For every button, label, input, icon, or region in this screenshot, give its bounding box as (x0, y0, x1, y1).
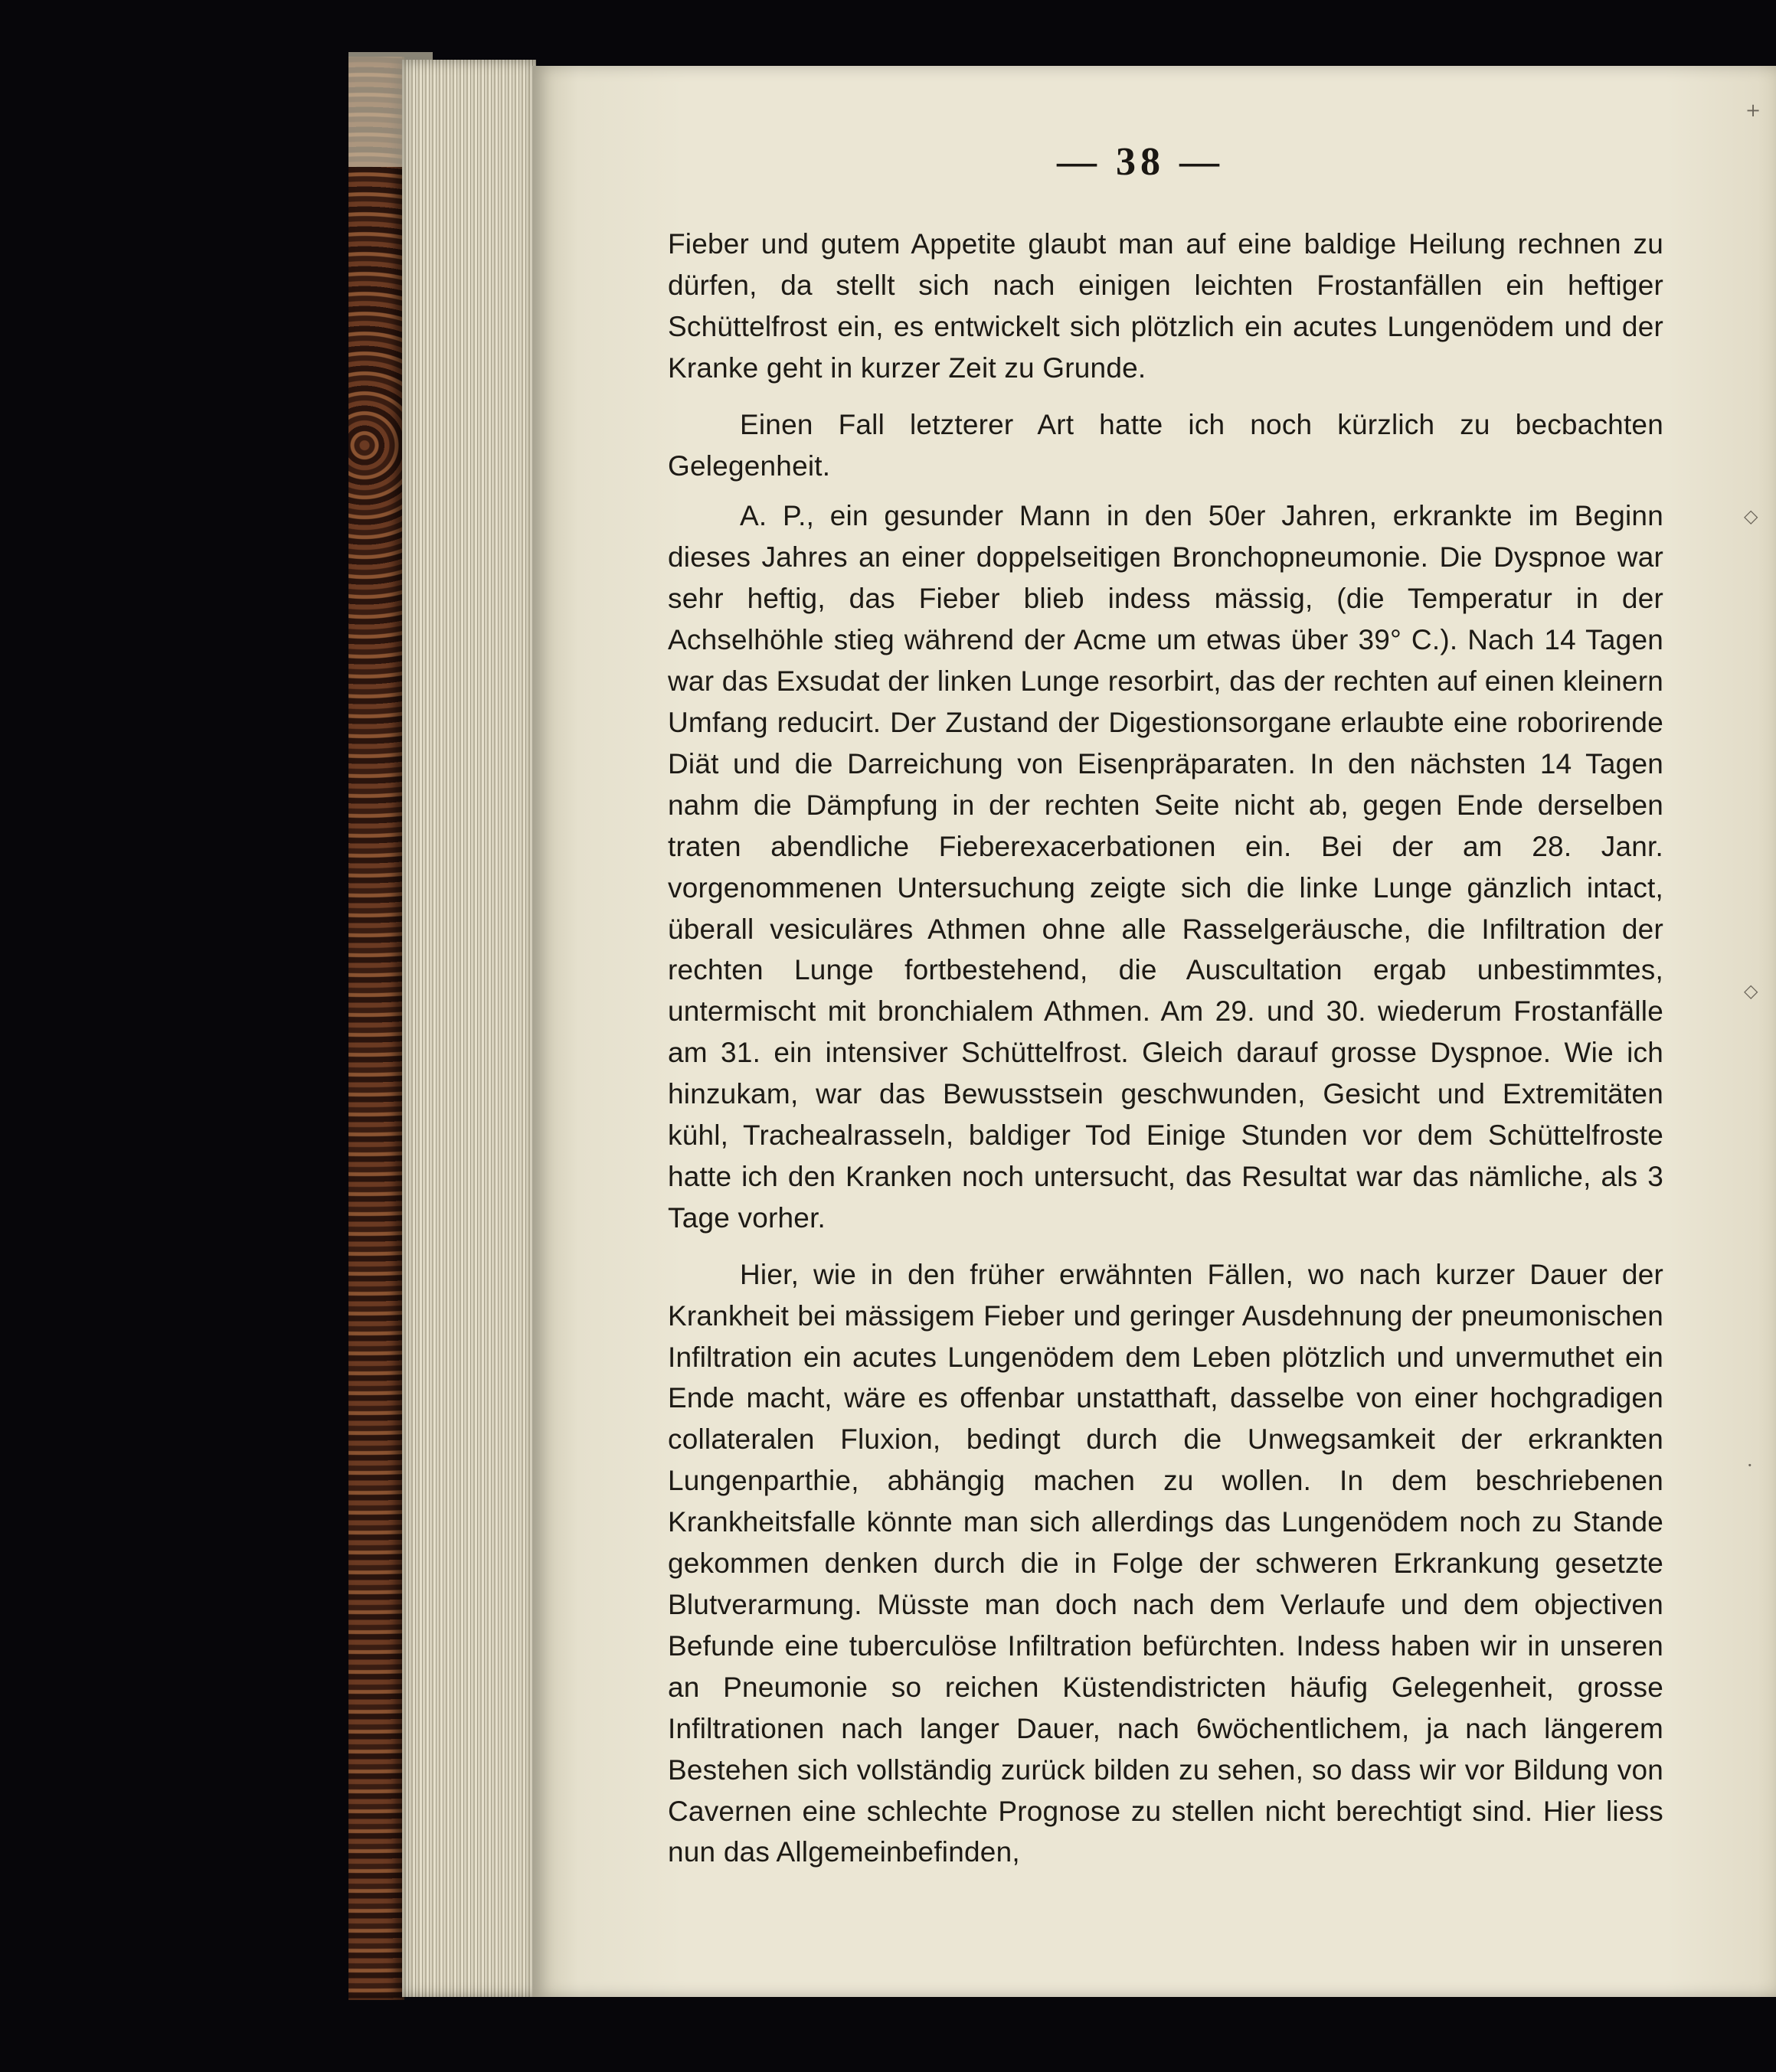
margin-mark: · (1747, 1455, 1753, 1476)
paragraph-1: Fieber und gutem Appetite glaubt man auf eine baldige Heilung rechnen zu dürfen, da stellt sich nach einigen leichten Frostanfällen ein heftiger Schüttelfrost ein, es entwickelt sich plötzlich ein acutes Lungenödem und der Kranke geht in kurzer Zeit zu Grunde. (668, 228, 1663, 384)
margin-mark: ◇ (1744, 505, 1758, 527)
margin-mark: ◇ (1744, 980, 1758, 1002)
paragraph-3: A. P., ein gesunder Mann in den 50er Jahren, erkrankte im Beginn dieses Jahres an einer doppelseitigen Bronchopneumonie. Die Dyspnoe war sehr heftig, das Fieber blieb indess mässig, (die Temperatur in der Achselhöhle stieg während der Acme um etwas über 39° C.). Nach 14 Tagen war das Exsudat der linken Lunge resorbirt, das der rechten auf einen kleinern Umfang reducirt. Der Zustand der Digestionsorgane erlaubte eine roborirende Diät und die Darreichung von Eisenpräparaten. In den nächsten 14 Tagen nahm die Dämpfung in der rechten Seite nicht ab, gegen Ende derselben traten abendliche Fieberexacerbationen ein. Bei der am 28. Janr. vorgenommenen Untersuchung zeigte sich die linke Lunge gänzlich intact, überall vesiculäres Athmen ohne alle Rasselgeräusche, die Infiltration der rechten Lunge fortbestehend, die Auscultation ergab unbestimmtes, untermischt mit bronchialem Athmen. Am 29. und 30. wiederum Frostanfälle am 31. ein intensiver Schüttelfrost. Gleich darauf grosse Dyspnoe. Wie ich hinzukam, war das Bewusstsein geschwunden, Gesicht und Extremitäten kühl, Trachealrasseln, baldiger Tod Einige Stunden vor dem Schüttelfroste hatte ich den Kranken noch untersucht, das Resultat war das nämliche, als 3 Tage vorher. (668, 500, 1663, 1234)
body-text (668, 224, 1663, 1873)
marbled-cover (348, 57, 404, 2000)
paragraph-2: Einen Fall letzterer Art hatte ich noch kürzlich zu becbachten Gelegenheit. (668, 408, 1663, 482)
paragraph-4: Hier, wie in den früher erwähnten Fällen, wo nach kurzer Dauer der Krankheit bei mässigem Fieber und geringer Ausdehnung der pneumonischen Infiltration ein acutes Lungenödem dem Leben plötzlich und unvermuthet ein Ende macht, wäre es offenbar unstatthaft, dasselbe von einer hochgradigen collateralen Fluxion, bedingt durch die Unwegsamkeit der erkrankten Lungenparthie, abhängig machen zu wollen. In dem beschriebenen Krankheitsfalle könnte man sich allerdings das Lungenödem noch zu Stande gekommen denken durch die in Folge der schweren Erkrankung gesetzte Blutverarmung. Müsste man doch nach dem Verlaufe und dem objectiven Befunde eine tuberculöse Infiltration befürchten. Indess haben wir in unseren an Pneumonie so reichen Küstendistricten häufig Gelegenheit, grosse Infiltrationen nach langer Dauer, nach 6wöchentlichem, ja nach längerem Bestehen sich vollständig zurück bilden zu sehen, so dass wir vor Bildung von Cavernen eine schlechte Prognose zu stellen nicht berechtigt sind. Hier liess nun das Allgemeinbefinden, (668, 1258, 1663, 1868)
page-number: — 38 — (1057, 140, 1224, 184)
margin-mark: + (1745, 100, 1761, 121)
page-edges (402, 60, 536, 1997)
margin-marks (1738, 0, 1776, 2072)
